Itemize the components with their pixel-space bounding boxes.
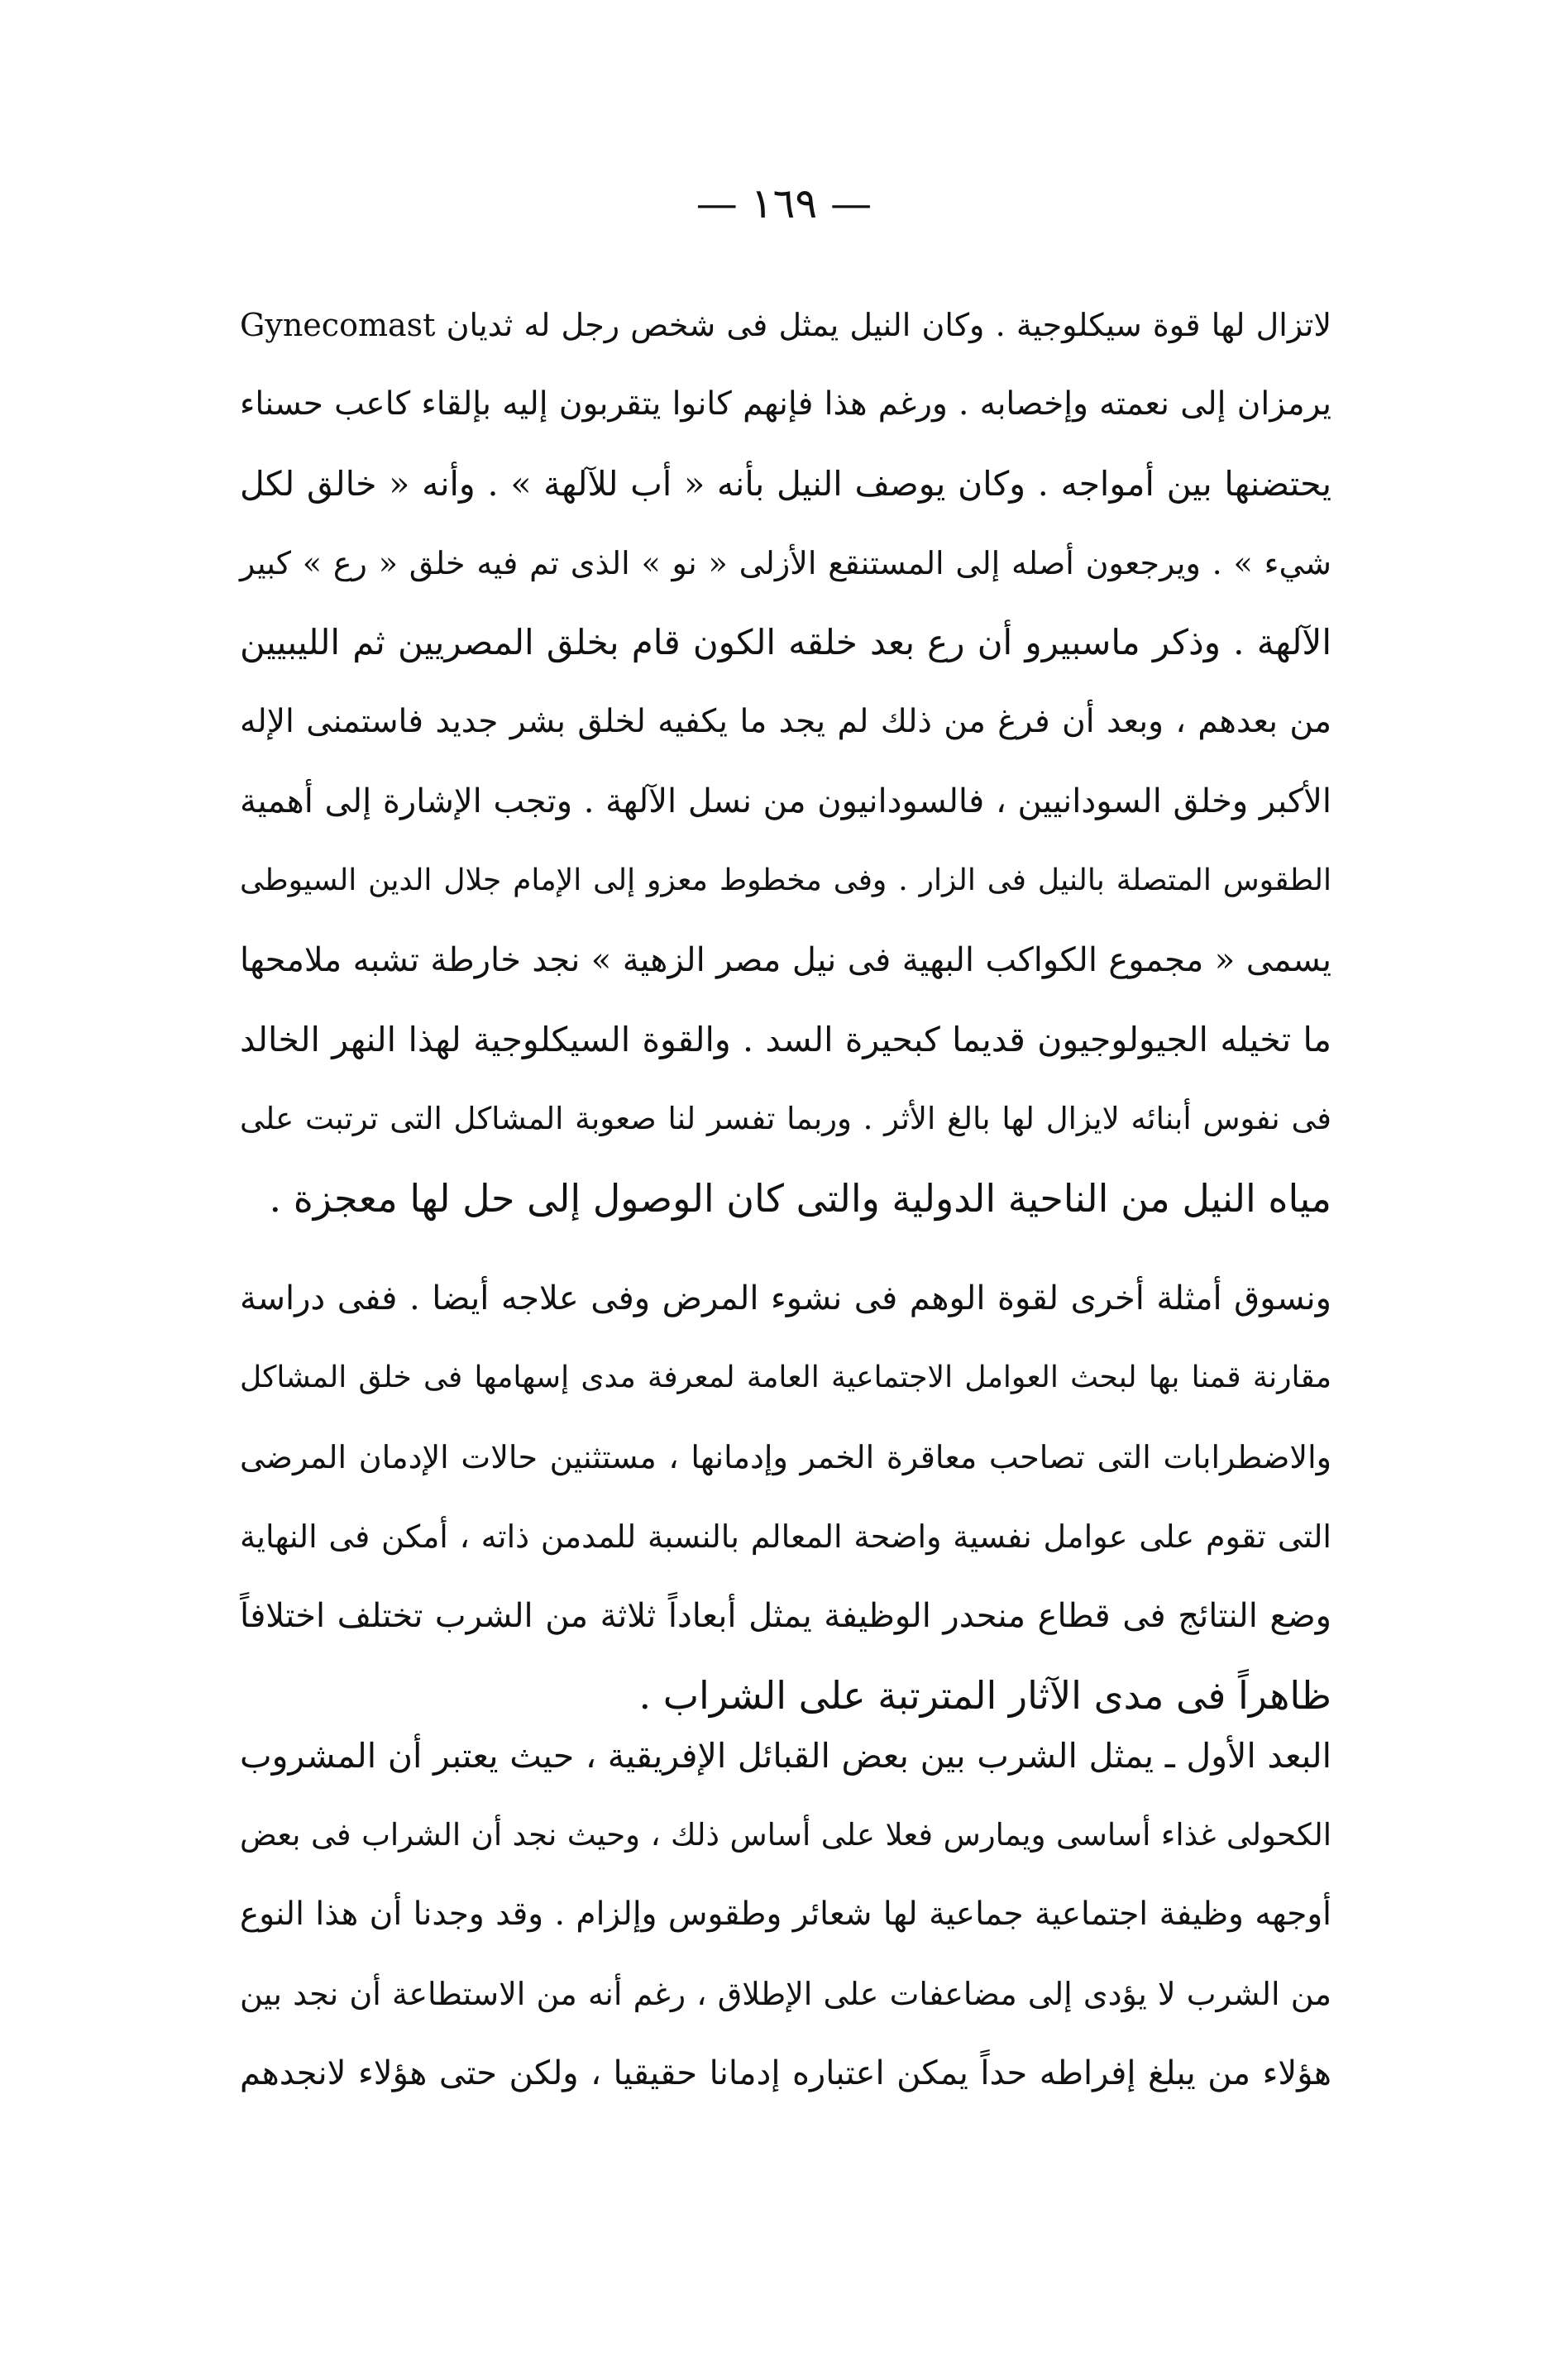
text-line: الأكبر وخلق السودانيين ، فالسودانيون من نسل الآلهة . وتجب الإشارة إلى أهمية bbox=[240, 782, 1331, 820]
text-line: والاضطرابات التى تصاحب معاقرة الخمر وإدمانها ، مستثنين حالات الإدمان المرضى bbox=[240, 1439, 1331, 1475]
text-line: ما تخيله الجيولوجيون قديما كبحيرة السد . والقوة السيكلوجية لهذا النهر الخالد bbox=[240, 1020, 1331, 1059]
text-line: من الشرب لا يؤدى إلى مضاعفات على الإطلاق ، رغم أنه من الاستطاعة أن نجد بين bbox=[240, 1976, 1331, 2012]
text-line: فى نفوس أبنائه لايزال لها بالغ الأثر . وربما تفسر لنا صعوبة المشاكل التى ترتبت على bbox=[240, 1101, 1331, 1136]
text-line: البعد الأول ـ يمثل الشرب بين بعض القبائل الإفريقية ، حيث يعتبر أن المشروب bbox=[240, 1736, 1331, 1776]
text-line: يرمزان إلى نعمته وإخصابه . ورغم هذا فإنهم كانوا يتقربون إليه بإلقاء كاعب حسناء bbox=[240, 385, 1331, 423]
text-line: يسمى « مجموع الكواكب البهية فى نيل مصر الزهية » نجد خارطة تشبه ملامحها bbox=[240, 941, 1331, 979]
text-line: يحتضنها بين أمواجه . وكان يوصف النيل بأنه « أب للآلهة » . وأنه « خالق لكل bbox=[240, 464, 1331, 504]
text-line: الآلهة . وذكر ماسبيرو أن رع بعد خلقه الكون قام بخلق المصريين ثم الليبيين bbox=[240, 622, 1331, 662]
paragraph-nile bbox=[240, 285, 1331, 1238]
text-line: شيء » . ويرجعون أصله إلى المستنقع الأزلى « نو » الذى تم فيه خلق « رع » كبير bbox=[240, 545, 1331, 581]
page-number: — ١٦٩ — bbox=[696, 179, 872, 227]
paragraph-illusion bbox=[240, 1259, 1331, 1735]
text-line: من بعدهم ، وبعد أن فرغ من ذلك لم يجد ما يكفيه لخلق بشر جديد فاستمنى الإله bbox=[240, 703, 1331, 740]
paragraph-first-dimension bbox=[240, 1716, 1331, 2113]
text-line: الكحولى غذاء أساسى ويمارس فعلا على أساس ذلك ، وحيث نجد أن الشراب فى بعض bbox=[240, 1817, 1331, 1853]
text-line: هؤلاء من يبلغ إفراطه حداً يمكن اعتباره إدمانا حقيقيا ، ولكن حتى هؤلاء لانجدهم bbox=[240, 2054, 1331, 2092]
text-line: ظاهراً فى مدى الآثار المترتبة على الشراب . bbox=[638, 1673, 1331, 1718]
text-line: أوجهه وظيفة اجتماعية جماعية لها شعائر وطقوس وإلزام . وقد وجدنا أن هذا النوع bbox=[240, 1896, 1331, 1933]
text-line: وضع النتائج فى قطاع منحدر الوظيفة يمثل أبعاداً ثلاثة من الشرب تختلف اختلافاً bbox=[240, 1597, 1331, 1635]
text-line: الطقوس المتصلة بالنيل فى الزار . وفى مخطوط معزو إلى الإمام جلال الدين السيوطى bbox=[240, 863, 1331, 897]
text-line: التى تقوم على عوامل نفسية واضحة المعالم بالنسبة للمدمن ذاته ، أمكن فى النهاية bbox=[240, 1518, 1331, 1555]
text-line: لاتزال لها قوة سيكلوجية . وكان النيل يمثل فى شخص رجل له ثديان Gynecomast bbox=[240, 307, 1331, 343]
text-line: مقارنة قمنا بها لبحث العوامل الاجتماعية العامة لمعرفة مدى إسهامها فى خلق المشاكل bbox=[240, 1360, 1331, 1394]
text-line: مياه النيل من الناحية الدولية والتى كان الوصول إلى حل لها معجزة . bbox=[269, 1176, 1331, 1221]
text-line: ونسوق أمثلة أخرى لقوة الوهم فى نشوء المرض وفى علاجه أيضا . ففى دراسة bbox=[240, 1279, 1331, 1317]
